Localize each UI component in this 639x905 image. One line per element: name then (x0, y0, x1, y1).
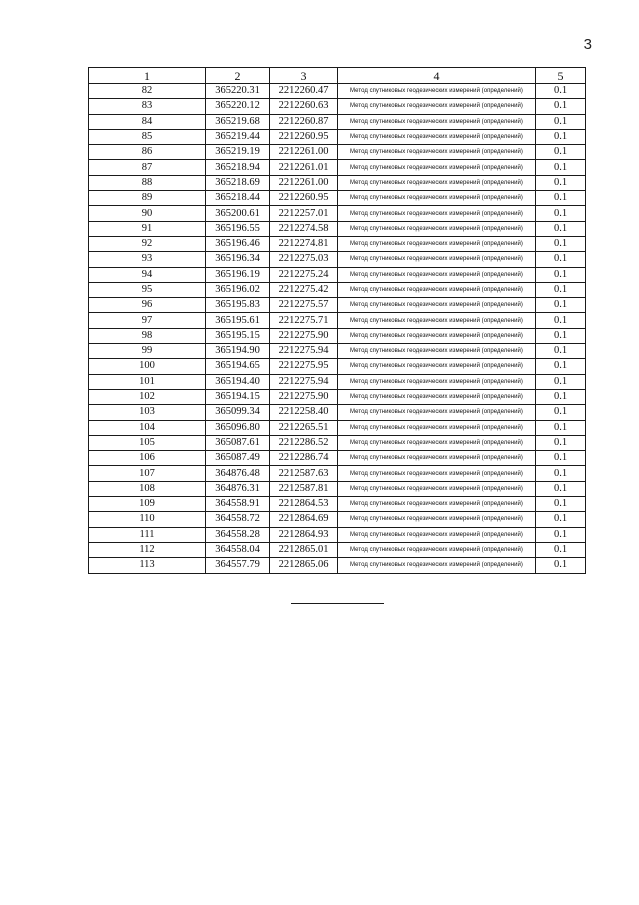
column-header-5: 5 (536, 68, 586, 84)
method-cell: Метод спутниковых геодезических измерений (определений) (338, 114, 536, 129)
y-coordinate-cell: 2212864.53 (270, 497, 338, 512)
header-row (89, 68, 586, 84)
point-number-cell: 86 (89, 145, 206, 160)
point-number-cell: 84 (89, 114, 206, 129)
y-coordinate-cell: 2212261.00 (270, 175, 338, 190)
table-row (89, 129, 586, 144)
method-cell: Метод спутниковых геодезических измерений (определений) (338, 512, 536, 527)
table-row (89, 114, 586, 129)
table-row (89, 313, 586, 328)
x-coordinate-cell: 364558.04 (206, 542, 270, 557)
point-number-cell: 103 (89, 405, 206, 420)
point-number-cell: 111 (89, 527, 206, 542)
accuracy-cell: 0.1 (536, 512, 586, 527)
method-cell: Метод спутниковых геодезических измерений (определений) (338, 145, 536, 160)
y-coordinate-cell: 2212275.90 (270, 328, 338, 343)
table-row (89, 466, 586, 481)
x-coordinate-cell: 365219.44 (206, 129, 270, 144)
table-row (89, 206, 586, 221)
accuracy-cell: 0.1 (536, 221, 586, 236)
y-coordinate-cell: 2212260.87 (270, 114, 338, 129)
accuracy-cell: 0.1 (536, 527, 586, 542)
x-coordinate-cell: 365087.49 (206, 451, 270, 466)
table-row (89, 435, 586, 450)
accuracy-cell: 0.1 (536, 145, 586, 160)
closing-divider (291, 603, 384, 604)
x-coordinate-cell: 365194.65 (206, 359, 270, 374)
accuracy-cell: 0.1 (536, 298, 586, 313)
point-number-cell: 87 (89, 160, 206, 175)
accuracy-cell: 0.1 (536, 420, 586, 435)
y-coordinate-cell: 2212258.40 (270, 405, 338, 420)
accuracy-cell: 0.1 (536, 84, 586, 99)
point-number-cell: 90 (89, 206, 206, 221)
method-cell: Метод спутниковых геодезических измерений (определений) (338, 451, 536, 466)
x-coordinate-cell: 365196.46 (206, 236, 270, 251)
y-coordinate-cell: 2212286.52 (270, 435, 338, 450)
method-cell: Метод спутниковых геодезических измерений (определений) (338, 129, 536, 144)
table-row (89, 527, 586, 542)
table-row (89, 236, 586, 251)
method-cell: Метод спутниковых геодезических измерений (определений) (338, 206, 536, 221)
x-coordinate-cell: 365194.90 (206, 344, 270, 359)
table-row (89, 389, 586, 404)
table-row (89, 221, 586, 236)
x-coordinate-cell: 364557.79 (206, 558, 270, 573)
method-cell: Метод спутниковых геодезических измерений (определений) (338, 267, 536, 282)
table-row (89, 145, 586, 160)
point-number-cell: 89 (89, 191, 206, 206)
x-coordinate-cell: 364876.31 (206, 481, 270, 496)
method-cell: Метод спутниковых геодезических измерений (определений) (338, 160, 536, 175)
x-coordinate-cell: 365218.44 (206, 191, 270, 206)
method-cell: Метод спутниковых геодезических измерений (определений) (338, 527, 536, 542)
point-number-cell: 105 (89, 435, 206, 450)
page-number: 3 (583, 36, 592, 53)
method-cell: Метод спутниковых геодезических измерений (определений) (338, 405, 536, 420)
table-row (89, 298, 586, 313)
accuracy-cell: 0.1 (536, 374, 586, 389)
y-coordinate-cell: 2212587.63 (270, 466, 338, 481)
method-cell: Метод спутниковых геодезических измерений (определений) (338, 420, 536, 435)
accuracy-cell: 0.1 (536, 558, 586, 573)
y-coordinate-cell: 2212260.95 (270, 129, 338, 144)
point-number-cell: 107 (89, 466, 206, 481)
table-row (89, 344, 586, 359)
x-coordinate-cell: 365200.61 (206, 206, 270, 221)
y-coordinate-cell: 2212275.24 (270, 267, 338, 282)
accuracy-cell: 0.1 (536, 191, 586, 206)
method-cell: Метод спутниковых геодезических измерений (определений) (338, 313, 536, 328)
coordinates-table (88, 67, 586, 574)
accuracy-cell: 0.1 (536, 313, 586, 328)
table-row (89, 328, 586, 343)
point-number-cell: 98 (89, 328, 206, 343)
point-number-cell: 93 (89, 252, 206, 267)
point-number-cell: 102 (89, 389, 206, 404)
point-number-cell: 85 (89, 129, 206, 144)
x-coordinate-cell: 365194.15 (206, 389, 270, 404)
accuracy-cell: 0.1 (536, 129, 586, 144)
y-coordinate-cell: 2212260.95 (270, 191, 338, 206)
table-row (89, 282, 586, 297)
x-coordinate-cell: 365096.80 (206, 420, 270, 435)
table-body (89, 84, 586, 574)
method-cell: Метод спутниковых геодезических измерений (определений) (338, 99, 536, 114)
table-row (89, 420, 586, 435)
method-cell: Метод спутниковых геодезических измерений (определений) (338, 466, 536, 481)
point-number-cell: 109 (89, 497, 206, 512)
y-coordinate-cell: 2212274.81 (270, 236, 338, 251)
y-coordinate-cell: 2212261.01 (270, 160, 338, 175)
accuracy-cell: 0.1 (536, 282, 586, 297)
accuracy-cell: 0.1 (536, 451, 586, 466)
x-coordinate-cell: 364558.72 (206, 512, 270, 527)
method-cell: Метод спутниковых геодезических измерений (определений) (338, 497, 536, 512)
accuracy-cell: 0.1 (536, 344, 586, 359)
y-coordinate-cell: 2212275.42 (270, 282, 338, 297)
accuracy-cell: 0.1 (536, 328, 586, 343)
table-row (89, 512, 586, 527)
table-row (89, 191, 586, 206)
x-coordinate-cell: 364558.91 (206, 497, 270, 512)
accuracy-cell: 0.1 (536, 466, 586, 481)
y-coordinate-cell: 2212275.90 (270, 389, 338, 404)
y-coordinate-cell: 2212275.57 (270, 298, 338, 313)
accuracy-cell: 0.1 (536, 160, 586, 175)
table-row (89, 451, 586, 466)
x-coordinate-cell: 365218.94 (206, 160, 270, 175)
column-header-2: 2 (206, 68, 270, 84)
table-row (89, 175, 586, 190)
point-number-cell: 92 (89, 236, 206, 251)
table-row (89, 160, 586, 175)
accuracy-cell: 0.1 (536, 99, 586, 114)
method-cell: Метод спутниковых геодезических измерений (определений) (338, 252, 536, 267)
x-coordinate-cell: 365087.61 (206, 435, 270, 450)
accuracy-cell: 0.1 (536, 497, 586, 512)
table-row (89, 252, 586, 267)
method-cell: Метод спутниковых геодезических измерений (определений) (338, 175, 536, 190)
method-cell: Метод спутниковых геодезических измерений (определений) (338, 191, 536, 206)
accuracy-cell: 0.1 (536, 252, 586, 267)
x-coordinate-cell: 365196.19 (206, 267, 270, 282)
accuracy-cell: 0.1 (536, 405, 586, 420)
table-row (89, 267, 586, 282)
point-number-cell: 101 (89, 374, 206, 389)
y-coordinate-cell: 2212286.74 (270, 451, 338, 466)
table-row (89, 558, 586, 573)
method-cell: Метод спутниковых геодезических измерений (определений) (338, 84, 536, 99)
table-row (89, 359, 586, 374)
y-coordinate-cell: 2212260.47 (270, 84, 338, 99)
table-row (89, 99, 586, 114)
method-cell: Метод спутниковых геодезических измерений (определений) (338, 236, 536, 251)
method-cell: Метод спутниковых геодезических измерений (определений) (338, 558, 536, 573)
accuracy-cell: 0.1 (536, 236, 586, 251)
method-cell: Метод спутниковых геодезических измерений (определений) (338, 328, 536, 343)
table-row (89, 497, 586, 512)
column-header-1: 1 (89, 68, 206, 84)
point-number-cell: 97 (89, 313, 206, 328)
x-coordinate-cell: 365195.83 (206, 298, 270, 313)
point-number-cell: 108 (89, 481, 206, 496)
y-coordinate-cell: 2212260.63 (270, 99, 338, 114)
method-cell: Метод спутниковых геодезических измерений (определений) (338, 344, 536, 359)
x-coordinate-cell: 365196.34 (206, 252, 270, 267)
point-number-cell: 94 (89, 267, 206, 282)
point-number-cell: 82 (89, 84, 206, 99)
method-cell: Метод спутниковых геодезических измерений (определений) (338, 282, 536, 297)
point-number-cell: 110 (89, 512, 206, 527)
point-number-cell: 96 (89, 298, 206, 313)
y-coordinate-cell: 2212261.00 (270, 145, 338, 160)
y-coordinate-cell: 2212265.51 (270, 420, 338, 435)
point-number-cell: 106 (89, 451, 206, 466)
y-coordinate-cell: 2212865.06 (270, 558, 338, 573)
accuracy-cell: 0.1 (536, 206, 586, 221)
y-coordinate-cell: 2212275.94 (270, 344, 338, 359)
method-cell: Метод спутниковых геодезических измерений (определений) (338, 298, 536, 313)
y-coordinate-cell: 2212257.01 (270, 206, 338, 221)
x-coordinate-cell: 365196.02 (206, 282, 270, 297)
x-coordinate-cell: 365195.15 (206, 328, 270, 343)
table-row (89, 405, 586, 420)
table-row (89, 481, 586, 496)
x-coordinate-cell: 365219.19 (206, 145, 270, 160)
y-coordinate-cell: 2212275.71 (270, 313, 338, 328)
table-row (89, 374, 586, 389)
point-number-cell: 112 (89, 542, 206, 557)
method-cell: Метод спутниковых геодезических измерений (определений) (338, 542, 536, 557)
accuracy-cell: 0.1 (536, 359, 586, 374)
x-coordinate-cell: 364558.28 (206, 527, 270, 542)
point-number-cell: 83 (89, 99, 206, 114)
table-row (89, 542, 586, 557)
method-cell: Метод спутниковых геодезических измерений (определений) (338, 481, 536, 496)
accuracy-cell: 0.1 (536, 542, 586, 557)
accuracy-cell: 0.1 (536, 114, 586, 129)
y-coordinate-cell: 2212275.94 (270, 374, 338, 389)
point-number-cell: 100 (89, 359, 206, 374)
y-coordinate-cell: 2212865.01 (270, 542, 338, 557)
point-number-cell: 88 (89, 175, 206, 190)
y-coordinate-cell: 2212864.93 (270, 527, 338, 542)
x-coordinate-cell: 365196.55 (206, 221, 270, 236)
accuracy-cell: 0.1 (536, 481, 586, 496)
x-coordinate-cell: 365220.31 (206, 84, 270, 99)
table-row (89, 84, 586, 99)
accuracy-cell: 0.1 (536, 175, 586, 190)
y-coordinate-cell: 2212275.95 (270, 359, 338, 374)
method-cell: Метод спутниковых геодезических измерений (определений) (338, 389, 536, 404)
table-header (89, 68, 586, 84)
y-coordinate-cell: 2212587.81 (270, 481, 338, 496)
method-cell: Метод спутниковых геодезических измерений (определений) (338, 359, 536, 374)
x-coordinate-cell: 365218.69 (206, 175, 270, 190)
column-header-3: 3 (270, 68, 338, 84)
x-coordinate-cell: 365195.61 (206, 313, 270, 328)
point-number-cell: 104 (89, 420, 206, 435)
point-number-cell: 99 (89, 344, 206, 359)
x-coordinate-cell: 364876.48 (206, 466, 270, 481)
accuracy-cell: 0.1 (536, 267, 586, 282)
x-coordinate-cell: 365194.40 (206, 374, 270, 389)
x-coordinate-cell: 365220.12 (206, 99, 270, 114)
method-cell: Метод спутниковых геодезических измерений (определений) (338, 221, 536, 236)
x-coordinate-cell: 365099.34 (206, 405, 270, 420)
column-header-4: 4 (338, 68, 536, 84)
accuracy-cell: 0.1 (536, 435, 586, 450)
accuracy-cell: 0.1 (536, 389, 586, 404)
y-coordinate-cell: 2212275.03 (270, 252, 338, 267)
point-number-cell: 91 (89, 221, 206, 236)
y-coordinate-cell: 2212274.58 (270, 221, 338, 236)
x-coordinate-cell: 365219.68 (206, 114, 270, 129)
method-cell: Метод спутниковых геодезических измерений (определений) (338, 374, 536, 389)
method-cell: Метод спутниковых геодезических измерений (определений) (338, 435, 536, 450)
y-coordinate-cell: 2212864.69 (270, 512, 338, 527)
point-number-cell: 113 (89, 558, 206, 573)
point-number-cell: 95 (89, 282, 206, 297)
